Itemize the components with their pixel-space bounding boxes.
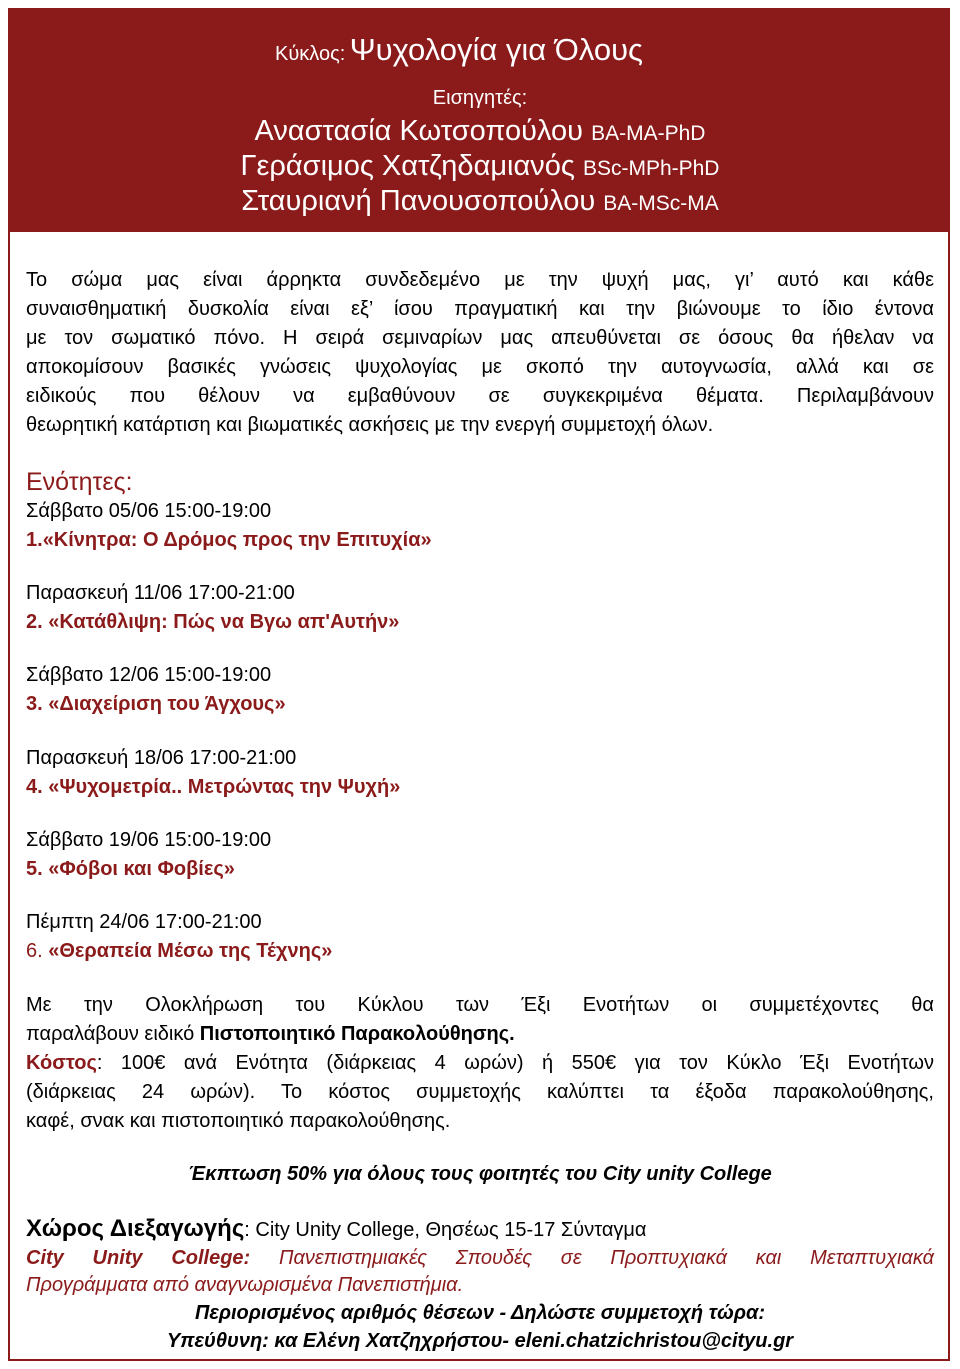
- unit-date: Σάββατο 12/06 15:00-19:00: [26, 664, 272, 686]
- speaker-name: Σταυριανή Πανουσοπούλου: [241, 185, 596, 217]
- unit-date: Παρασκευή 11/06 17:00-21:00: [26, 582, 295, 604]
- unit-number: 3.: [26, 693, 43, 715]
- unit-title: [26, 692, 934, 716]
- college-line: [26, 1246, 934, 1270]
- unit-date: Σάββατο 19/06 15:00-19:00: [26, 829, 272, 851]
- cycle-label: Κύκλος:: [275, 43, 346, 65]
- speaker-name: Γεράσιμος Χατζηδαμιανός: [240, 150, 575, 182]
- speaker-degree: BA-MA-PhD: [591, 122, 706, 145]
- speaker-degree: BSc-MPh-PhD: [582, 157, 720, 180]
- cost-line: καφέ, σνακ και πιστοποιητικό παρακολούθησης.: [26, 1110, 451, 1132]
- unit-name: «Κατάθλιψη: Πώς να Βγω απ'Αυτήν»: [48, 611, 400, 633]
- college-name: City Unity College:: [26, 1247, 251, 1269]
- contact-line: Υπεύθυνη: κα Ελένη Χατζηχρήστου- eleni.chatzichristou@cityu.gr: [166, 1330, 794, 1352]
- venue-label: Χώρος Διεξαγωγής: [26, 1215, 245, 1242]
- speaker-name: Αναστασία Κωτσοπούλου: [254, 115, 584, 147]
- discount-note: Έκπτωση 50% για όλους τους φοιτητές του City unity College: [188, 1163, 772, 1185]
- cycle-title: [275, 32, 643, 68]
- intro-line: θεωρητική κατάρτιση και βιωματικές ασκήσεις με την ενεργή συμμετοχή όλων.: [26, 414, 714, 436]
- unit-name: «Ψυχομετρία.. Μετρώντας την Ψυχή»: [48, 776, 401, 798]
- venue-value: : City Unity College, Θησέως 15-17 Σύνταγμα: [244, 1219, 647, 1241]
- header-banner: [10, 10, 950, 232]
- unit-number: 6.: [26, 940, 43, 962]
- intro-line: αποκομίσουν βασικές γνώσεις ψυχολογίας με σκοπό την αυτογνωσία, αλλά και σε: [26, 356, 934, 378]
- cost-text: : 100€ ανά Ενότητα (διάρκειας 4 ωρών) ή 550€ για τον Κύκλο Έξι Ενοτήτων: [96, 1052, 934, 1074]
- unit-title: [26, 528, 934, 552]
- speaker-degree: BA-MSc-MA: [603, 192, 719, 215]
- unit-number: 2.: [26, 611, 43, 633]
- unit-number: 1.: [26, 529, 43, 551]
- speaker-2: [10, 150, 950, 183]
- unit-name: «Διαχείριση του Άγχους»: [48, 693, 286, 715]
- units-heading: Ενότητες:: [26, 468, 133, 496]
- seats-note: Περιορισμένος αριθμός θέσεων - Δηλώστε συμμετοχή τώρα:: [194, 1302, 766, 1324]
- certificate-line: Με την Ολοκλήρωση του Κύκλου των Έξι Ενοτήτων οι συμμετέχοντες θα: [26, 994, 934, 1016]
- college-desc: Πανεπιστημιακές Σπουδές σε Προπτυχιακά και Μεταπτυχιακά: [250, 1247, 934, 1269]
- unit-date: Σάββατο 05/06 15:00-19:00: [26, 500, 272, 522]
- certificate-name: Πιστοποιητικό Παρακολούθησης.: [199, 1023, 515, 1045]
- unit-date: Παρασκευή 18/06 17:00-21:00: [26, 747, 297, 769]
- unit-number: 5.: [26, 858, 43, 880]
- speaker-1: [10, 115, 950, 148]
- certificate-text: παραλάβουν ειδικό: [26, 1023, 200, 1045]
- intro-line: Το σώμα μας είναι άρρηκτα συνδεδεμένο με την ψυχή μας, γι’ αυτό και κάθε: [26, 269, 934, 291]
- unit-date: Πέμπτη 24/06 17:00-21:00: [26, 911, 262, 933]
- cycle-name: Ψυχολογία για Όλους: [349, 32, 643, 67]
- intro-line: με τον σωματικό πόνο. Η σειρά σεμιναρίων μας απευθύνεται σε όσους θα ήθελαν να: [26, 327, 934, 349]
- college-line: Προγράμματα από αναγνωρισμένα Πανεπιστήμια.: [26, 1274, 464, 1296]
- venue-line: [26, 1217, 934, 1242]
- unit-title: [26, 610, 934, 634]
- intro-line: ειδικούς που θέλουν να εμβαθύνουν σε συγκεκριμένα θέματα. Περιλαμβάνουν: [26, 385, 934, 407]
- unit-name: «Φόβοι και Φοβίες»: [48, 858, 235, 880]
- cost-line: (διάρκειας 24 ωρών). Το κόστος συμμετοχής καλύπτει τα έξοδα παρακολούθησης,: [26, 1081, 934, 1103]
- speaker-3: [10, 185, 950, 218]
- unit-name: «Κίνητρα: Ο Δρόμος προς την Επιτυχία»: [42, 529, 432, 551]
- speakers-label: Εισηγητές:: [432, 87, 528, 109]
- unit-number: 4.: [26, 776, 43, 798]
- intro-line: συναισθηματική δυσκολία είναι εξ’ ίσου πραγματική και την βιώνουμε το ίδιο έντονα: [26, 298, 934, 320]
- certificate-line: [26, 1022, 934, 1046]
- unit-title: [26, 775, 934, 799]
- unit-title: [26, 939, 934, 963]
- cost-line: [26, 1051, 934, 1075]
- cost-label: Κόστος: [26, 1052, 97, 1074]
- unit-name: «Θεραπεία Μέσω της Τέχνης»: [48, 940, 333, 962]
- unit-title: [26, 857, 934, 881]
